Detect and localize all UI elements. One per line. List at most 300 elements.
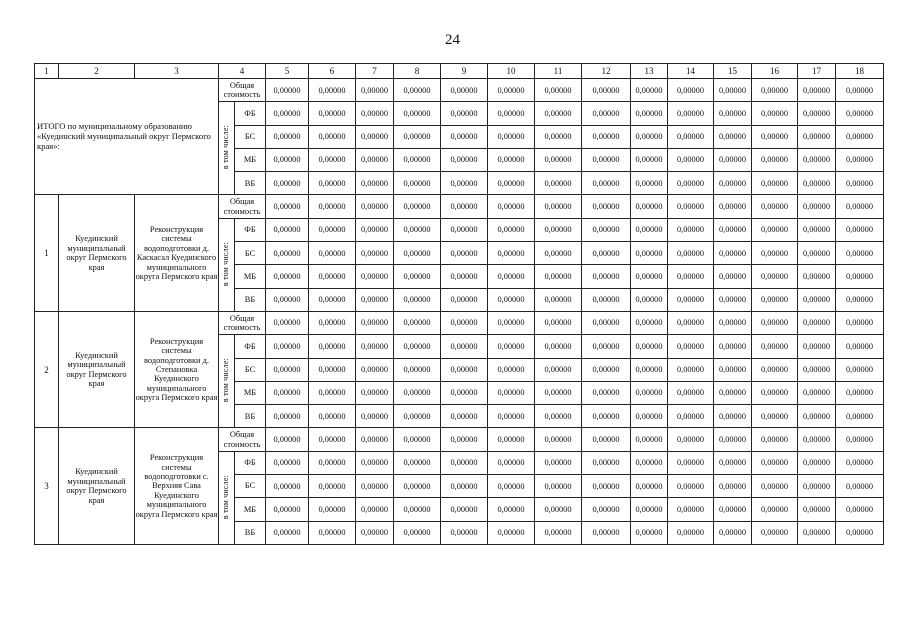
value-cell: 0,00000 bbox=[309, 242, 356, 265]
value-cell: 0,00000 bbox=[668, 451, 714, 474]
funding-source-label: МБ bbox=[235, 265, 266, 288]
value-cell: 0,00000 bbox=[836, 405, 884, 428]
value-cell: 0,00000 bbox=[668, 335, 714, 358]
value-cell: 0,00000 bbox=[356, 381, 394, 404]
value-cell: 0,00000 bbox=[668, 498, 714, 521]
value-cell: 0,00000 bbox=[582, 498, 631, 521]
funding-source-label: ВБ bbox=[235, 172, 266, 195]
value-cell: 0,00000 bbox=[752, 381, 798, 404]
value-cell: 0,00000 bbox=[668, 358, 714, 381]
value-cell: 0,00000 bbox=[668, 242, 714, 265]
value-cell: 0,00000 bbox=[394, 218, 441, 241]
value-cell: 0,00000 bbox=[798, 265, 836, 288]
value-cell: 0,00000 bbox=[266, 218, 309, 241]
value-cell: 0,00000 bbox=[631, 381, 668, 404]
value-cell: 0,00000 bbox=[631, 242, 668, 265]
value-cell: 0,00000 bbox=[582, 79, 631, 102]
value-cell: 0,00000 bbox=[798, 405, 836, 428]
value-cell: 0,00000 bbox=[714, 335, 752, 358]
value-cell: 0,00000 bbox=[356, 172, 394, 195]
value-cell: 0,00000 bbox=[441, 405, 488, 428]
value-cell: 0,00000 bbox=[631, 498, 668, 521]
value-cell: 0,00000 bbox=[582, 521, 631, 544]
header-cell: 15 bbox=[714, 64, 752, 79]
value-cell: 0,00000 bbox=[394, 358, 441, 381]
value-cell: 0,00000 bbox=[631, 195, 668, 218]
value-cell: 0,00000 bbox=[668, 475, 714, 498]
value-cell: 0,00000 bbox=[798, 498, 836, 521]
value-cell: 0,00000 bbox=[394, 195, 441, 218]
value-cell: 0,00000 bbox=[836, 172, 884, 195]
value-cell: 0,00000 bbox=[836, 265, 884, 288]
value-cell: 0,00000 bbox=[836, 242, 884, 265]
value-cell: 0,00000 bbox=[668, 381, 714, 404]
value-cell: 0,00000 bbox=[356, 451, 394, 474]
value-cell: 0,00000 bbox=[394, 79, 441, 102]
value-cell: 0,00000 bbox=[266, 475, 309, 498]
value-cell: 0,00000 bbox=[752, 79, 798, 102]
funding-source-label: БС bbox=[235, 242, 266, 265]
value-cell: 0,00000 bbox=[394, 381, 441, 404]
value-cell: 0,00000 bbox=[752, 358, 798, 381]
value-cell: 0,00000 bbox=[441, 102, 488, 125]
value-cell: 0,00000 bbox=[631, 79, 668, 102]
value-cell: 0,00000 bbox=[582, 125, 631, 148]
value-cell: 0,00000 bbox=[582, 428, 631, 451]
value-cell: 0,00000 bbox=[488, 242, 535, 265]
value-cell: 0,00000 bbox=[356, 242, 394, 265]
value-cell: 0,00000 bbox=[582, 335, 631, 358]
value-cell: 0,00000 bbox=[714, 311, 752, 334]
value-cell: 0,00000 bbox=[631, 172, 668, 195]
value-cell: 0,00000 bbox=[752, 451, 798, 474]
value-cell: 0,00000 bbox=[441, 125, 488, 148]
value-cell: 0,00000 bbox=[798, 521, 836, 544]
value-cell: 0,00000 bbox=[356, 79, 394, 102]
value-cell: 0,00000 bbox=[441, 265, 488, 288]
value-cell: 0,00000 bbox=[309, 288, 356, 311]
value-cell: 0,00000 bbox=[798, 451, 836, 474]
header-cell: 8 bbox=[394, 64, 441, 79]
funding-source-label: ВБ bbox=[235, 405, 266, 428]
value-cell: 0,00000 bbox=[309, 172, 356, 195]
value-cell: 0,00000 bbox=[488, 125, 535, 148]
header-cell: 2 bbox=[59, 64, 135, 79]
value-cell: 0,00000 bbox=[394, 475, 441, 498]
funding-source-label: ВБ bbox=[235, 521, 266, 544]
header-cell: 16 bbox=[752, 64, 798, 79]
value-cell: 0,00000 bbox=[535, 521, 582, 544]
value-cell: 0,00000 bbox=[582, 358, 631, 381]
value-cell: 0,00000 bbox=[836, 428, 884, 451]
header-cell: 5 bbox=[266, 64, 309, 79]
value-cell: 0,00000 bbox=[441, 148, 488, 171]
value-cell: 0,00000 bbox=[309, 102, 356, 125]
object-total-row bbox=[35, 311, 884, 334]
value-cell: 0,00000 bbox=[309, 475, 356, 498]
value-cell: 0,00000 bbox=[535, 405, 582, 428]
value-cell: 0,00000 bbox=[309, 521, 356, 544]
value-cell: 0,00000 bbox=[535, 475, 582, 498]
value-cell: 0,00000 bbox=[266, 102, 309, 125]
value-cell: 0,00000 bbox=[582, 288, 631, 311]
value-cell: 0,00000 bbox=[266, 381, 309, 404]
value-cell: 0,00000 bbox=[752, 311, 798, 334]
value-cell: 0,00000 bbox=[394, 288, 441, 311]
value-cell: 0,00000 bbox=[309, 195, 356, 218]
value-cell: 0,00000 bbox=[582, 195, 631, 218]
municipality-name: Куединский муниципальный округ Пермского края bbox=[59, 311, 135, 427]
value-cell: 0,00000 bbox=[668, 148, 714, 171]
value-cell: 0,00000 bbox=[309, 218, 356, 241]
value-cell: 0,00000 bbox=[488, 288, 535, 311]
value-cell: 0,00000 bbox=[836, 125, 884, 148]
value-cell: 0,00000 bbox=[668, 288, 714, 311]
value-cell: 0,00000 bbox=[394, 265, 441, 288]
value-cell: 0,00000 bbox=[535, 428, 582, 451]
object-total-row bbox=[35, 428, 884, 451]
value-cell: 0,00000 bbox=[714, 475, 752, 498]
value-cell: 0,00000 bbox=[582, 475, 631, 498]
funding-source-label: МБ bbox=[235, 148, 266, 171]
value-cell: 0,00000 bbox=[356, 335, 394, 358]
in-that-number-label: в том числе: bbox=[221, 474, 231, 519]
value-cell: 0,00000 bbox=[266, 125, 309, 148]
value-cell: 0,00000 bbox=[535, 335, 582, 358]
value-cell: 0,00000 bbox=[798, 475, 836, 498]
in-that-number-label-cell bbox=[219, 451, 235, 544]
value-cell: 0,00000 bbox=[631, 335, 668, 358]
object-number: 2 bbox=[35, 311, 59, 427]
header-cell: 12 bbox=[582, 64, 631, 79]
value-cell: 0,00000 bbox=[356, 125, 394, 148]
value-cell: 0,00000 bbox=[631, 125, 668, 148]
value-cell: 0,00000 bbox=[752, 218, 798, 241]
value-cell: 0,00000 bbox=[714, 288, 752, 311]
value-cell: 0,00000 bbox=[309, 125, 356, 148]
value-cell: 0,00000 bbox=[488, 475, 535, 498]
value-cell: 0,00000 bbox=[488, 79, 535, 102]
header-cell: 3 bbox=[135, 64, 219, 79]
object-name: Реконструкция системы водоподготовки д. Степановка Куединского муниципального округа Пермского края bbox=[135, 311, 219, 427]
value-cell: 0,00000 bbox=[356, 521, 394, 544]
value-cell: 0,00000 bbox=[752, 148, 798, 171]
value-cell: 0,00000 bbox=[668, 405, 714, 428]
value-cell: 0,00000 bbox=[798, 242, 836, 265]
value-cell: 0,00000 bbox=[441, 195, 488, 218]
value-cell: 0,00000 bbox=[441, 428, 488, 451]
value-cell: 0,00000 bbox=[441, 311, 488, 334]
value-cell: 0,00000 bbox=[798, 311, 836, 334]
value-cell: 0,00000 bbox=[714, 102, 752, 125]
value-cell: 0,00000 bbox=[631, 311, 668, 334]
value-cell: 0,00000 bbox=[582, 451, 631, 474]
total-cost-label: Общая стоимость bbox=[219, 195, 266, 218]
value-cell: 0,00000 bbox=[266, 195, 309, 218]
value-cell: 0,00000 bbox=[798, 358, 836, 381]
value-cell: 0,00000 bbox=[309, 335, 356, 358]
value-cell: 0,00000 bbox=[668, 265, 714, 288]
value-cell: 0,00000 bbox=[394, 242, 441, 265]
value-cell: 0,00000 bbox=[631, 405, 668, 428]
funding-source-label: БС bbox=[235, 125, 266, 148]
value-cell: 0,00000 bbox=[714, 451, 752, 474]
itogo-total-row bbox=[35, 79, 884, 102]
in-that-number-label-cell bbox=[219, 218, 235, 311]
value-cell: 0,00000 bbox=[836, 311, 884, 334]
funding-source-label: БС bbox=[235, 475, 266, 498]
value-cell: 0,00000 bbox=[266, 79, 309, 102]
value-cell: 0,00000 bbox=[668, 521, 714, 544]
value-cell: 0,00000 bbox=[752, 288, 798, 311]
header-cell: 4 bbox=[219, 64, 266, 79]
funding-source-label: МБ bbox=[235, 498, 266, 521]
value-cell: 0,00000 bbox=[535, 195, 582, 218]
value-cell: 0,00000 bbox=[309, 79, 356, 102]
in-that-number-label: в том числе: bbox=[221, 358, 231, 403]
value-cell: 0,00000 bbox=[441, 475, 488, 498]
value-cell: 0,00000 bbox=[266, 358, 309, 381]
value-cell: 0,00000 bbox=[582, 242, 631, 265]
value-cell: 0,00000 bbox=[582, 218, 631, 241]
value-cell: 0,00000 bbox=[441, 451, 488, 474]
value-cell: 0,00000 bbox=[356, 405, 394, 428]
value-cell: 0,00000 bbox=[394, 521, 441, 544]
value-cell: 0,00000 bbox=[535, 288, 582, 311]
value-cell: 0,00000 bbox=[714, 381, 752, 404]
value-cell: 0,00000 bbox=[836, 498, 884, 521]
value-cell: 0,00000 bbox=[714, 428, 752, 451]
value-cell: 0,00000 bbox=[752, 428, 798, 451]
total-cost-label: Общая стоимость bbox=[219, 79, 266, 102]
value-cell: 0,00000 bbox=[582, 148, 631, 171]
total-cost-label: Общая стоимость bbox=[219, 311, 266, 334]
value-cell: 0,00000 bbox=[309, 265, 356, 288]
value-cell: 0,00000 bbox=[441, 335, 488, 358]
value-cell: 0,00000 bbox=[356, 102, 394, 125]
value-cell: 0,00000 bbox=[488, 172, 535, 195]
value-cell: 0,00000 bbox=[309, 358, 356, 381]
value-cell: 0,00000 bbox=[836, 288, 884, 311]
value-cell: 0,00000 bbox=[752, 265, 798, 288]
funding-source-label: ФБ bbox=[235, 218, 266, 241]
value-cell: 0,00000 bbox=[441, 79, 488, 102]
value-cell: 0,00000 bbox=[266, 405, 309, 428]
value-cell: 0,00000 bbox=[309, 405, 356, 428]
header-cell: 17 bbox=[798, 64, 836, 79]
value-cell: 0,00000 bbox=[714, 405, 752, 428]
value-cell: 0,00000 bbox=[714, 218, 752, 241]
value-cell: 0,00000 bbox=[488, 218, 535, 241]
value-cell: 0,00000 bbox=[714, 195, 752, 218]
value-cell: 0,00000 bbox=[356, 148, 394, 171]
value-cell: 0,00000 bbox=[631, 475, 668, 498]
value-cell: 0,00000 bbox=[441, 218, 488, 241]
value-cell: 0,00000 bbox=[441, 498, 488, 521]
value-cell: 0,00000 bbox=[631, 265, 668, 288]
value-cell: 0,00000 bbox=[836, 475, 884, 498]
value-cell: 0,00000 bbox=[356, 475, 394, 498]
header-cell: 6 bbox=[309, 64, 356, 79]
value-cell: 0,00000 bbox=[488, 335, 535, 358]
value-cell: 0,00000 bbox=[535, 125, 582, 148]
value-cell: 0,00000 bbox=[488, 381, 535, 404]
value-cell: 0,00000 bbox=[535, 79, 582, 102]
value-cell: 0,00000 bbox=[266, 172, 309, 195]
object-number: 1 bbox=[35, 195, 59, 311]
value-cell: 0,00000 bbox=[356, 311, 394, 334]
value-cell: 0,00000 bbox=[309, 381, 356, 404]
value-cell: 0,00000 bbox=[309, 451, 356, 474]
value-cell: 0,00000 bbox=[836, 79, 884, 102]
value-cell: 0,00000 bbox=[488, 428, 535, 451]
value-cell: 0,00000 bbox=[668, 125, 714, 148]
value-cell: 0,00000 bbox=[714, 125, 752, 148]
value-cell: 0,00000 bbox=[582, 102, 631, 125]
value-cell: 0,00000 bbox=[714, 242, 752, 265]
value-cell: 0,00000 bbox=[714, 358, 752, 381]
value-cell: 0,00000 bbox=[535, 148, 582, 171]
value-cell: 0,00000 bbox=[836, 451, 884, 474]
value-cell: 0,00000 bbox=[631, 358, 668, 381]
value-cell: 0,00000 bbox=[394, 102, 441, 125]
value-cell: 0,00000 bbox=[394, 172, 441, 195]
value-cell: 0,00000 bbox=[582, 311, 631, 334]
value-cell: 0,00000 bbox=[668, 102, 714, 125]
value-cell: 0,00000 bbox=[441, 381, 488, 404]
value-cell: 0,00000 bbox=[488, 358, 535, 381]
value-cell: 0,00000 bbox=[488, 451, 535, 474]
value-cell: 0,00000 bbox=[394, 148, 441, 171]
object-name: Реконструкция системы водоподготовки д. Каскасал Куединского муниципального округа Пермского края bbox=[135, 195, 219, 311]
value-cell: 0,00000 bbox=[631, 428, 668, 451]
header-cell: 9 bbox=[441, 64, 488, 79]
value-cell: 0,00000 bbox=[714, 265, 752, 288]
value-cell: 0,00000 bbox=[394, 311, 441, 334]
header-cell: 13 bbox=[631, 64, 668, 79]
in-that-number-label-cell bbox=[219, 102, 235, 195]
value-cell: 0,00000 bbox=[535, 242, 582, 265]
value-cell: 0,00000 bbox=[714, 172, 752, 195]
value-cell: 0,00000 bbox=[266, 311, 309, 334]
value-cell: 0,00000 bbox=[668, 195, 714, 218]
value-cell: 0,00000 bbox=[266, 428, 309, 451]
value-cell: 0,00000 bbox=[535, 218, 582, 241]
funding-source-label: ФБ bbox=[235, 102, 266, 125]
value-cell: 0,00000 bbox=[798, 381, 836, 404]
value-cell: 0,00000 bbox=[582, 172, 631, 195]
value-cell: 0,00000 bbox=[668, 218, 714, 241]
value-cell: 0,00000 bbox=[752, 102, 798, 125]
value-cell: 0,00000 bbox=[836, 358, 884, 381]
value-cell: 0,00000 bbox=[668, 311, 714, 334]
value-cell: 0,00000 bbox=[752, 498, 798, 521]
value-cell: 0,00000 bbox=[836, 335, 884, 358]
value-cell: 0,00000 bbox=[714, 148, 752, 171]
value-cell: 0,00000 bbox=[631, 451, 668, 474]
value-cell: 0,00000 bbox=[266, 148, 309, 171]
value-cell: 0,00000 bbox=[582, 405, 631, 428]
value-cell: 0,00000 bbox=[266, 242, 309, 265]
funding-source-label: ФБ bbox=[235, 451, 266, 474]
value-cell: 0,00000 bbox=[356, 498, 394, 521]
funding-source-label: МБ bbox=[235, 381, 266, 404]
value-cell: 0,00000 bbox=[266, 521, 309, 544]
value-cell: 0,00000 bbox=[309, 148, 356, 171]
municipality-name: Куединский муниципальный округ Пермского края bbox=[59, 195, 135, 311]
value-cell: 0,00000 bbox=[356, 265, 394, 288]
value-cell: 0,00000 bbox=[798, 125, 836, 148]
value-cell: 0,00000 bbox=[356, 195, 394, 218]
itogo-label: ИТОГО по муниципальному образованию «Куединский муниципальный округ Пермского края»: bbox=[35, 79, 219, 195]
object-number: 3 bbox=[35, 428, 59, 544]
header-cell: 10 bbox=[488, 64, 535, 79]
value-cell: 0,00000 bbox=[266, 335, 309, 358]
value-cell: 0,00000 bbox=[394, 498, 441, 521]
value-cell: 0,00000 bbox=[535, 265, 582, 288]
value-cell: 0,00000 bbox=[488, 102, 535, 125]
value-cell: 0,00000 bbox=[752, 125, 798, 148]
in-that-number-label: в том числе: bbox=[221, 125, 231, 170]
value-cell: 0,00000 bbox=[836, 521, 884, 544]
budget-table bbox=[34, 63, 884, 545]
value-cell: 0,00000 bbox=[488, 148, 535, 171]
value-cell: 0,00000 bbox=[752, 172, 798, 195]
value-cell: 0,00000 bbox=[582, 265, 631, 288]
header-cell: 18 bbox=[836, 64, 884, 79]
value-cell: 0,00000 bbox=[535, 381, 582, 404]
funding-source-label: БС bbox=[235, 358, 266, 381]
value-cell: 0,00000 bbox=[488, 521, 535, 544]
header-cell: 11 bbox=[535, 64, 582, 79]
value-cell: 0,00000 bbox=[266, 288, 309, 311]
value-cell: 0,00000 bbox=[266, 451, 309, 474]
value-cell: 0,00000 bbox=[441, 521, 488, 544]
value-cell: 0,00000 bbox=[798, 335, 836, 358]
value-cell: 0,00000 bbox=[836, 195, 884, 218]
value-cell: 0,00000 bbox=[535, 358, 582, 381]
value-cell: 0,00000 bbox=[535, 172, 582, 195]
funding-source-label: ВБ bbox=[235, 288, 266, 311]
municipality-name: Куединский муниципальный округ Пермского края bbox=[59, 428, 135, 544]
value-cell: 0,00000 bbox=[631, 102, 668, 125]
funding-source-label: ФБ bbox=[235, 335, 266, 358]
value-cell: 0,00000 bbox=[752, 405, 798, 428]
value-cell: 0,00000 bbox=[836, 148, 884, 171]
value-cell: 0,00000 bbox=[309, 428, 356, 451]
value-cell: 0,00000 bbox=[798, 79, 836, 102]
value-cell: 0,00000 bbox=[394, 428, 441, 451]
header-cell: 7 bbox=[356, 64, 394, 79]
value-cell: 0,00000 bbox=[356, 218, 394, 241]
value-cell: 0,00000 bbox=[798, 195, 836, 218]
value-cell: 0,00000 bbox=[752, 521, 798, 544]
value-cell: 0,00000 bbox=[441, 242, 488, 265]
value-cell: 0,00000 bbox=[798, 288, 836, 311]
value-cell: 0,00000 bbox=[631, 288, 668, 311]
value-cell: 0,00000 bbox=[798, 148, 836, 171]
value-cell: 0,00000 bbox=[752, 475, 798, 498]
value-cell: 0,00000 bbox=[535, 498, 582, 521]
value-cell: 0,00000 bbox=[309, 311, 356, 334]
object-name: Реконструкция системы водоподготовки с. Верхняя Сава Куединского муниципального округа Пермского края bbox=[135, 428, 219, 544]
header-cell: 14 bbox=[668, 64, 714, 79]
value-cell: 0,00000 bbox=[582, 381, 631, 404]
object-total-row bbox=[35, 195, 884, 218]
value-cell: 0,00000 bbox=[535, 451, 582, 474]
value-cell: 0,00000 bbox=[798, 428, 836, 451]
value-cell: 0,00000 bbox=[836, 102, 884, 125]
